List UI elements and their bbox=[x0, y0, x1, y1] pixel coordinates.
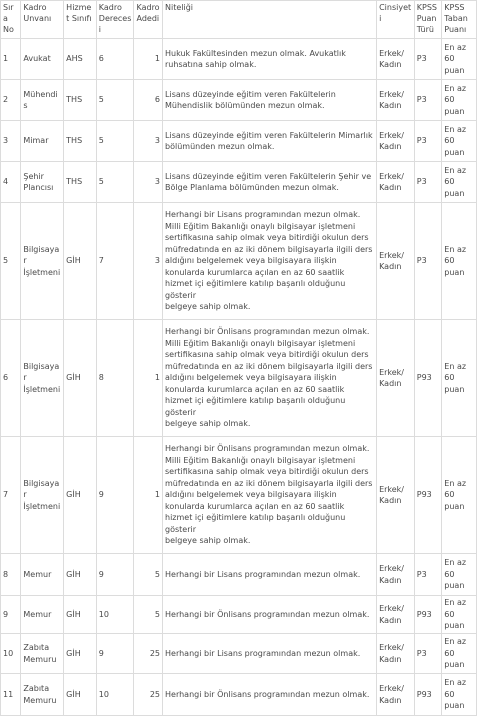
cell-niteligi: Hukuk Fakültesinden mezun olmak. Avukatlık ruhsatına sahip olmak. bbox=[163, 39, 377, 80]
cell-kpss-taban-puani: En az 60 puan bbox=[442, 674, 477, 716]
cell-kadro-derecesi: 10 bbox=[96, 674, 134, 716]
cell-hizmet-sinifi: GİH bbox=[64, 554, 97, 596]
cell-cinsiyeti: Erkek/ Kadın bbox=[377, 596, 415, 634]
table-body bbox=[1, 39, 477, 716]
cell-niteligi: Lisans düzeyinde eğitim veren Fakültelerin Mühendislik bölümünden mezun olmak. bbox=[163, 80, 377, 121]
cell-kpss-puan-turu: P93 bbox=[414, 437, 442, 554]
cell-kadro-adedi: 5 bbox=[134, 596, 163, 634]
cell-kpss-puan-turu: P3 bbox=[414, 121, 442, 162]
cell-kpss-puan-turu: P3 bbox=[414, 554, 442, 596]
cell-kadro-unvani: Bilgisayar İşletmeni bbox=[21, 320, 64, 437]
cell-kpss-taban-puani: En az 60 puan bbox=[442, 162, 477, 203]
cell-kadro-unvani: Mühendis bbox=[21, 80, 64, 121]
cell-kpss-puan-turu: P93 bbox=[414, 674, 442, 716]
header-cinsiyeti: Cinsiyeti bbox=[377, 1, 415, 39]
cell-kadro-adedi: 3 bbox=[134, 121, 163, 162]
table-row bbox=[1, 80, 477, 121]
cell-kadro-unvani: Şehir Plancısı bbox=[21, 162, 64, 203]
cell-kpss-taban-puani: En az 60 puan bbox=[442, 121, 477, 162]
cell-sira-no: 6 bbox=[1, 320, 21, 437]
cell-niteligi: Herhangi bir Önlisans programından mezun olmak. Milli Eğitim Bakanlığı onaylı bilgisayar işletmeni sertifikasına sahip olmak veya bitirdiği okulun ders müfredatında en az iki dönem bilgisayarla ilgili ders aldığını belgelemek veya bilgisayara ilişkin konularda kurumlarca açılan en az 60 saatlik hizmet içi eğitimlere katılıp başarılı olduğunu gösterir belgeye sahip olmak. bbox=[163, 437, 377, 554]
table-row bbox=[1, 634, 477, 674]
table-row bbox=[1, 162, 477, 203]
header-row bbox=[1, 1, 477, 39]
cell-kpss-puan-turu: P93 bbox=[414, 596, 442, 634]
table-row bbox=[1, 121, 477, 162]
cell-kadro-adedi: 1 bbox=[134, 437, 163, 554]
cell-sira-no: 8 bbox=[1, 554, 21, 596]
cell-cinsiyeti: Erkek/ Kadın bbox=[377, 80, 415, 121]
header-sira-no: Sıra No bbox=[1, 1, 21, 39]
cell-kadro-adedi: 25 bbox=[134, 674, 163, 716]
header-kadro-adedi: Kadro Adedi bbox=[134, 1, 163, 39]
cell-kadro-adedi: 1 bbox=[134, 39, 163, 80]
cell-kadro-derecesi: 5 bbox=[96, 162, 134, 203]
cell-cinsiyeti: Erkek/ Kadın bbox=[377, 39, 415, 80]
cell-kadro-derecesi: 9 bbox=[96, 554, 134, 596]
cell-kadro-unvani: Bilgisayar İşletmeni bbox=[21, 437, 64, 554]
cell-sira-no: 1 bbox=[1, 39, 21, 80]
cell-cinsiyeti: Erkek/ Kadın bbox=[377, 554, 415, 596]
header-kadro-derecesi: Kadro Derecesi bbox=[96, 1, 134, 39]
table-row bbox=[1, 596, 477, 634]
cell-kadro-unvani: Memur bbox=[21, 554, 64, 596]
cell-cinsiyeti: Erkek/ Kadın bbox=[377, 121, 415, 162]
cell-kadro-derecesi: 8 bbox=[96, 320, 134, 437]
cell-cinsiyeti: Erkek/ Kadın bbox=[377, 634, 415, 674]
cell-cinsiyeti: Erkek/ Kadın bbox=[377, 203, 415, 320]
cell-kadro-adedi: 25 bbox=[134, 634, 163, 674]
cell-kpss-puan-turu: P3 bbox=[414, 203, 442, 320]
cell-hizmet-sinifi: GİH bbox=[64, 596, 97, 634]
cell-kadro-unvani: Zabıta Memuru bbox=[21, 674, 64, 716]
cell-sira-no: 10 bbox=[1, 634, 21, 674]
cell-sira-no: 11 bbox=[1, 674, 21, 716]
cell-sira-no: 7 bbox=[1, 437, 21, 554]
cell-kpss-taban-puani: En az 60 puan bbox=[442, 437, 477, 554]
cell-niteligi: Herhangi bir Önlisans programından mezun olmak. bbox=[163, 674, 377, 716]
header-kpss-taban-puani: KPSS Taban Puanı bbox=[442, 1, 477, 39]
cell-kadro-adedi: 6 bbox=[134, 80, 163, 121]
cell-hizmet-sinifi: GİH bbox=[64, 437, 97, 554]
header-hizmet-sinifi: Hizmet Sınıfı bbox=[64, 1, 97, 39]
cell-niteligi: Herhangi bir Önlisans programından mezun olmak. Milli Eğitim Bakanlığı onaylı bilgisayar işletmeni sertifikasına sahip olmak veya bitirdiği okulun ders müfredatında en az iki dönem bilgisayarla ilgili ders aldığını belgelemek veya bilgisayara ilişkin konularda kurumlarca açılan en az 60 saatlik hizmet içi eğitimlere katılıp başarılı olduğunu gösterir belgeye sahip olmak. bbox=[163, 320, 377, 437]
header-niteligi: Niteliği bbox=[163, 1, 377, 39]
cell-kadro-unvani: Memur bbox=[21, 596, 64, 634]
header-kadro-unvani: Kadro Unvanı bbox=[21, 1, 64, 39]
cell-kpss-taban-puani: En az 60 puan bbox=[442, 320, 477, 437]
table-row bbox=[1, 554, 477, 596]
cell-hizmet-sinifi: GİH bbox=[64, 674, 97, 716]
cell-niteligi: Herhangi bir Lisans programından mezun olmak. Milli Eğitim Bakanlığı onaylı bilgisayar işletmeni sertifikasına sahip olmak veya bitirdiği okulun ders müfredatında en az iki dönem bilgisayarla ilgili ders aldığını belgelemek veya bilgisayara ilişkin konularda kurumlarca açılan en az 60 saatlik hizmet içi eğitimlere katılıp başarılı olduğunu gösterir belgeye sahip olmak. bbox=[163, 203, 377, 320]
cell-kadro-derecesi: 5 bbox=[96, 80, 134, 121]
cell-sira-no: 4 bbox=[1, 162, 21, 203]
cell-kpss-taban-puani: En az 60 puan bbox=[442, 203, 477, 320]
cell-kpss-puan-turu: P93 bbox=[414, 320, 442, 437]
table-row bbox=[1, 437, 477, 554]
cell-kadro-derecesi: 5 bbox=[96, 121, 134, 162]
cell-kpss-puan-turu: P3 bbox=[414, 39, 442, 80]
cell-hizmet-sinifi: THS bbox=[64, 80, 97, 121]
cell-cinsiyeti: Erkek/ Kadın bbox=[377, 162, 415, 203]
cell-kpss-taban-puani: En az 60 puan bbox=[442, 80, 477, 121]
cell-niteligi: Lisans düzeyinde eğitim veren Fakültelerin Şehir ve Bölge Planlama bölümünden mezun olmak. bbox=[163, 162, 377, 203]
cell-kadro-unvani: Mimar bbox=[21, 121, 64, 162]
cell-niteligi: Herhangi bir Önlisans programından mezun olmak. bbox=[163, 596, 377, 634]
cell-kadro-adedi: 3 bbox=[134, 203, 163, 320]
cell-kadro-adedi: 5 bbox=[134, 554, 163, 596]
cell-hizmet-sinifi: GİH bbox=[64, 203, 97, 320]
cell-kpss-taban-puani: En az 60 puan bbox=[442, 554, 477, 596]
cell-cinsiyeti: Erkek/ Kadın bbox=[377, 320, 415, 437]
cell-hizmet-sinifi: GİH bbox=[64, 634, 97, 674]
cell-kadro-derecesi: 6 bbox=[96, 39, 134, 80]
cell-cinsiyeti: Erkek/ Kadın bbox=[377, 674, 415, 716]
cell-niteligi: Lisans düzeyinde eğitim veren Fakültelerin Mimarlık bölümünden mezun olmak. bbox=[163, 121, 377, 162]
table-row bbox=[1, 674, 477, 716]
cell-sira-no: 5 bbox=[1, 203, 21, 320]
table-row bbox=[1, 39, 477, 80]
cell-hizmet-sinifi: AHS bbox=[64, 39, 97, 80]
cell-hizmet-sinifi: THS bbox=[64, 121, 97, 162]
cell-kpss-puan-turu: P3 bbox=[414, 162, 442, 203]
cell-sira-no: 2 bbox=[1, 80, 21, 121]
cell-kadro-derecesi: 10 bbox=[96, 596, 134, 634]
cell-sira-no: 3 bbox=[1, 121, 21, 162]
cell-niteligi: Herhangi bir Lisans programından mezun olmak. bbox=[163, 554, 377, 596]
cell-kadro-adedi: 3 bbox=[134, 162, 163, 203]
cell-kadro-derecesi: 7 bbox=[96, 203, 134, 320]
cell-kpss-taban-puani: En az 60 puan bbox=[442, 596, 477, 634]
cell-sira-no: 9 bbox=[1, 596, 21, 634]
cell-hizmet-sinifi: THS bbox=[64, 162, 97, 203]
cell-niteligi: Herhangi bir Lisans programından mezun olmak. bbox=[163, 634, 377, 674]
cell-kpss-puan-turu: P3 bbox=[414, 634, 442, 674]
cell-kadro-adedi: 1 bbox=[134, 320, 163, 437]
cell-kadro-unvani: Avukat bbox=[21, 39, 64, 80]
cell-kadro-unvani: Zabıta Memuru bbox=[21, 634, 64, 674]
table-row bbox=[1, 203, 477, 320]
cell-cinsiyeti: Erkek/ Kadın bbox=[377, 437, 415, 554]
cell-kadro-derecesi: 9 bbox=[96, 437, 134, 554]
cell-kadro-derecesi: 9 bbox=[96, 634, 134, 674]
cell-kadro-unvani: Bilgisayar İşletmeni bbox=[21, 203, 64, 320]
cell-kpss-puan-turu: P3 bbox=[414, 80, 442, 121]
cell-kpss-taban-puani: En az 60 puan bbox=[442, 634, 477, 674]
cell-hizmet-sinifi: GİH bbox=[64, 320, 97, 437]
header-kpss-puan-turu: KPSS Puan Türü bbox=[414, 1, 442, 39]
table-row bbox=[1, 320, 477, 437]
cell-kpss-taban-puani: En az 60 puan bbox=[442, 39, 477, 80]
